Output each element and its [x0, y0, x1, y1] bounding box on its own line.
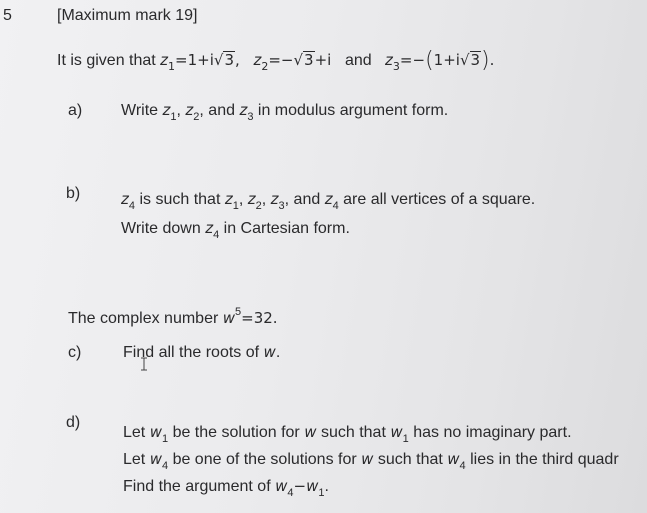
part-b-label: b) — [66, 185, 81, 202]
part-d-line1: Let $w_1$ be the solution for w such that $w_1$ has no imaginary part. — [123, 423, 572, 445]
part-b-line1: $z_4$ is such that $z_1$, $z_2$, $z_3$, and $z_4$ are all vertices of a square. — [121, 190, 536, 212]
part-c-label: c) — [68, 344, 82, 361]
z1-definition: $z_1=1+i√3$, — [160, 51, 245, 73]
part-b-line2: Write down $z_4$ in Cartesian form. — [121, 219, 350, 241]
z3-definition: $z_3=-(1+i√3)$. — [385, 48, 495, 73]
intro-line — [57, 50, 494, 72]
part-d-label: d) — [66, 414, 81, 431]
maximum-mark: [Maximum mark 19] — [57, 7, 198, 24]
part-a-label: a) — [68, 102, 83, 119]
statement-w5: The complex number $w^5=32$. — [68, 306, 278, 327]
part-d-line3: Find the argument of $w_4-w_1$. — [123, 477, 329, 499]
part-a-text: Write $z_1$, $z_2$, and $z_3$ in modulus argument form. — [121, 101, 449, 123]
question-number: 5 — [3, 7, 12, 24]
part-c-text: Find all the roots of w. — [123, 343, 281, 361]
intro-and: and — [345, 52, 372, 69]
z2-definition: $z_2=-√3+i$ — [253, 51, 332, 73]
intro-prefix: It is given that — [57, 52, 156, 69]
text-cursor-icon — [140, 357, 148, 371]
part-d-line2: Let $w_4$ be one of the solutions for w such that $w_4$ lies in the third quadr — [123, 450, 619, 472]
